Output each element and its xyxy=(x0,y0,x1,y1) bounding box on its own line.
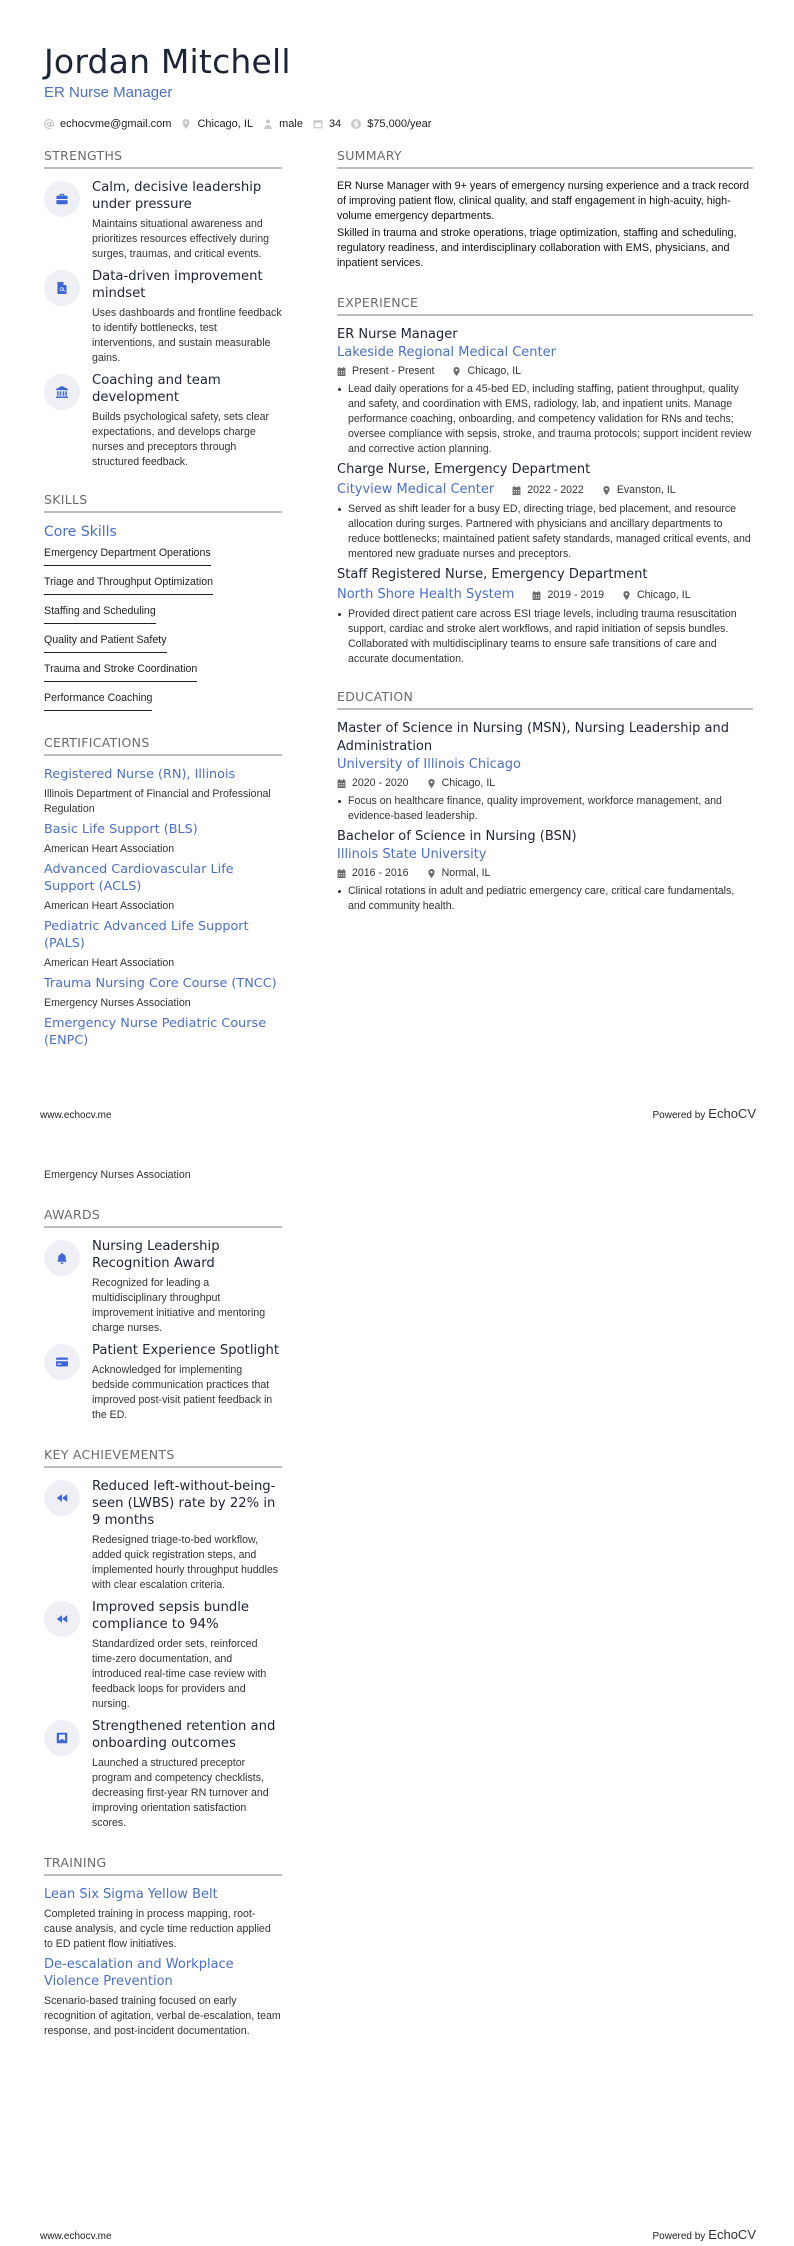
education-dates: 2016 - 2016 xyxy=(352,867,409,879)
job-dates: 2019 - 2019 xyxy=(547,588,604,601)
email-text: echocvme@gmail.com xyxy=(60,118,172,130)
section-title: SUMMARY xyxy=(337,148,753,169)
education-location: Normal, IL xyxy=(441,867,491,879)
strength-title: Coaching and team development xyxy=(92,373,221,405)
gender-text: male xyxy=(279,118,303,130)
resume-header xyxy=(44,42,764,130)
map-pin-icon xyxy=(622,591,631,600)
certifications-section xyxy=(44,735,282,1049)
job-dates: Present - Present xyxy=(352,365,435,377)
cert-name: Registered Nurse (RN), Illinois xyxy=(44,767,236,782)
footer-website[interactable]: www.echocv.me xyxy=(40,1110,112,1121)
education-section xyxy=(337,689,753,914)
job-meta xyxy=(512,483,693,498)
strength-item xyxy=(44,268,282,366)
strengths-section xyxy=(44,148,282,470)
award-item xyxy=(44,1342,282,1423)
school: Illinois State University xyxy=(337,847,487,862)
left-column xyxy=(44,148,282,1049)
footer-powered: Powered by EchoCV xyxy=(652,2227,756,2242)
skill-tag: Triage and Throughput Optimization xyxy=(44,575,213,595)
achievement-title: Strengthened retention and onboarding outcomes xyxy=(92,1719,276,1751)
job-dates: 2022 - 2022 xyxy=(527,483,584,496)
training-section xyxy=(44,1855,282,2039)
page-footer xyxy=(40,1106,756,1121)
achievement-item xyxy=(44,1718,282,1831)
skill-tag: Emergency Department Operations xyxy=(44,546,211,566)
training-desc: Completed training in process mapping, root-cause analysis, and cycle time reduction applied to ED patient flow initiatives. xyxy=(44,1908,271,1950)
education-meta xyxy=(337,866,753,881)
education-dates: 2020 - 2020 xyxy=(352,777,409,789)
job-role: Charge Nurse, Emergency Department xyxy=(337,462,591,477)
calendar-icon xyxy=(532,591,541,600)
job-role: Staff Registered Nurse, Emergency Department xyxy=(337,567,648,582)
training-name: De-escalation and Workplace Violence Prevention xyxy=(44,1957,234,1989)
bookmark-icon xyxy=(44,1720,80,1756)
experience-item xyxy=(337,326,753,457)
awards-section xyxy=(44,1207,282,1423)
training-name: Lean Six Sigma Yellow Belt xyxy=(44,1887,218,1902)
award-item xyxy=(44,1238,282,1336)
strength-desc: Uses dashboards and frontline feedback to identify bottlenecks, test interventions, and sustain measurable gains. xyxy=(92,307,282,364)
cert-issuer: Emergency Nurses Association xyxy=(44,1169,191,1181)
cert-issuer: American Heart Association xyxy=(44,900,175,912)
degree: Bachelor of Science in Nursing (BSN) xyxy=(337,829,577,844)
job-bullet: Provided direct patient care across ESI triage levels, including trauma resuscitation support, cardiac and stroke alert workflows, and rapid initiation of sepsis bundles. Collaborated with multidisciplinary teams to ensure safe transitions of care and accurate documentation. xyxy=(337,607,753,667)
skills-section xyxy=(44,492,282,717)
brand-logo: EchoCV xyxy=(708,2227,756,2242)
brand-logo: EchoCV xyxy=(708,1106,756,1121)
contact-age xyxy=(313,118,341,130)
map-pin-icon xyxy=(181,119,191,129)
calendar-icon xyxy=(512,486,521,495)
cert-issuer: American Heart Association xyxy=(44,843,175,855)
candidate-title: ER Nurse Manager xyxy=(44,84,173,101)
cert-name: Emergency Nurse Pediatric Course (ENPC) xyxy=(44,1016,267,1048)
resume-page-2 xyxy=(0,1123,794,2246)
cert-issuer: Emergency Nurses Association xyxy=(44,997,191,1009)
award-desc: Recognized for leading a multidisciplinary throughput improvement initiative and mentoring charge nurses. xyxy=(92,1277,266,1334)
age-text: 34 xyxy=(328,118,342,130)
experience-section xyxy=(337,295,753,667)
briefcase-icon xyxy=(44,181,80,217)
map-pin-icon xyxy=(602,486,611,495)
cert-name: Basic Life Support (BLS) xyxy=(44,822,198,837)
section-title: EDUCATION xyxy=(337,689,753,710)
calendar-icon xyxy=(337,779,346,788)
job-bullet: Served as shift leader for a busy ED, directing triage, bed placement, and resource allocation during surges. Partnered with physicians and ancillary departments to reduce bottlenecks; maintained patient safety standards, managed critical events, and mentored new graduate nurses and preceptors. xyxy=(337,502,753,562)
contact-location xyxy=(181,118,253,130)
education-location: Chicago, IL xyxy=(441,777,496,789)
contact-salary xyxy=(351,118,431,130)
achievements-section xyxy=(44,1447,282,1831)
bell-icon xyxy=(44,1240,80,1276)
cert-issuer: Illinois Department of Financial and Professional Regulation xyxy=(44,788,271,815)
section-title: STRENGTHS xyxy=(44,148,282,169)
education-meta xyxy=(337,776,753,791)
credit-card-icon xyxy=(44,1344,80,1380)
strength-item xyxy=(44,179,282,262)
job-employer: Cityview Medical Center xyxy=(337,482,495,497)
contact-row xyxy=(44,118,764,130)
calendar-icon xyxy=(313,119,323,129)
award-desc: Acknowledged for implementing bedside communication practices that improved post-visit patient feedback in the ED. xyxy=(92,1364,273,1421)
salary-text: $75,000/year xyxy=(367,118,432,130)
calendar-icon xyxy=(337,869,346,878)
strength-title: Data-driven improvement mindset xyxy=(92,269,263,301)
job-role: ER Nurse Manager xyxy=(337,327,458,342)
cert-name: Trauma Nursing Core Course (TNCC) xyxy=(44,976,277,991)
section-title: TRAINING xyxy=(44,1855,282,1876)
map-pin-icon xyxy=(427,779,436,788)
job-bullet: Lead daily operations for a 45-bed ED, including staffing, patient throughput, quality and safety, and coordination with EMS, radiology, lab, and inpatient units. Manage performance coaching, onboarding, and competency validation for RNs and techs; oversee compliance with sepsis, stroke, and trauma protocols; support incident review and corrective action planning. xyxy=(337,382,753,457)
cert-issuer: American Heart Association xyxy=(44,957,175,969)
institution-icon xyxy=(44,374,80,410)
job-location: Chicago, IL xyxy=(467,365,522,377)
contact-gender xyxy=(263,118,303,130)
experience-item xyxy=(337,461,753,562)
file-search-icon xyxy=(44,270,80,306)
section-title: KEY ACHIEVEMENTS xyxy=(44,1447,282,1468)
achievement-desc: Launched a structured preceptor program and competency checklists, decreasing first-year RN turnover and improving orientation satisfaction scores. xyxy=(92,1757,269,1829)
school: University of Illinois Chicago xyxy=(337,757,521,772)
award-title: Nursing Leadership Recognition Award xyxy=(92,1239,220,1271)
rewind-icon xyxy=(44,1601,80,1637)
job-meta xyxy=(337,364,753,379)
section-title: AWARDS xyxy=(44,1207,282,1228)
rewind-icon xyxy=(44,1480,80,1516)
cert-name: Advanced Cardiovascular Life Support (ACLS) xyxy=(44,862,234,894)
candidate-name: Jordan Mitchell xyxy=(44,42,291,81)
footer-powered: Powered by EchoCV xyxy=(652,1106,756,1121)
job-meta xyxy=(532,588,708,603)
job-employer: North Shore Health System xyxy=(337,587,515,602)
right-column xyxy=(337,148,753,918)
education-item xyxy=(337,828,753,914)
calendar-icon xyxy=(337,367,346,376)
achievement-title: Reduced left-without-being-seen (LWBS) rate by 22% in 9 months xyxy=(92,1479,276,1528)
section-title: EXPERIENCE xyxy=(337,295,753,316)
strength-desc: Builds psychological safety, sets clear expectations, and develops charge nurses and preceptors through structured feedback. xyxy=(92,411,270,468)
map-pin-icon xyxy=(427,869,436,878)
summary-paragraph: ER Nurse Manager with 9+ years of emergency nursing experience and a track record of improving patient flow, clinical quality, and staff engagement in high-acuity, high-volume emergency departments. xyxy=(337,180,749,222)
job-location: Chicago, IL xyxy=(637,588,691,601)
person-icon xyxy=(263,119,273,129)
job-location: Evanston, IL xyxy=(616,483,676,496)
section-title: SKILLS xyxy=(44,492,282,513)
job-employer: Lakeside Regional Medical Center xyxy=(337,345,556,360)
skill-tag: Staffing and Scheduling xyxy=(44,604,156,624)
cert-name: Pediatric Advanced Life Support (PALS) xyxy=(44,919,249,951)
strength-desc: Maintains situational awareness and prioritizes resources effectively during surges, traumas, and critical events. xyxy=(92,218,270,260)
achievement-desc: Redesigned triage-to-bed workflow, added quick registration steps, and implemented hourly throughput huddles with clear escalation criteria. xyxy=(92,1534,279,1591)
achievement-title: Improved sepsis bundle compliance to 94% xyxy=(92,1600,249,1632)
location-text: Chicago, IL xyxy=(197,118,254,130)
strength-item xyxy=(44,372,282,470)
coin-icon xyxy=(351,119,361,129)
summary-section xyxy=(337,148,753,271)
award-title: Patient Experience Spotlight xyxy=(92,1343,280,1358)
at-sign-icon xyxy=(44,119,54,129)
skill-tag: Performance Coaching xyxy=(44,691,152,711)
achievement-desc: Standardized order sets, reinforced time-zero documentation, and introduced real-time case review with feedback loops for providers and nursing. xyxy=(92,1638,267,1710)
strength-title: Calm, decisive leadership under pressure xyxy=(92,180,262,212)
summary-paragraph: Skilled in trauma and stroke operations, triage optimization, staffing and scheduling, regulatory readiness, and interdisciplinary collaboration with EMS, physicians, and inpatient services. xyxy=(337,227,737,269)
training-desc: Scenario-based training focused on early recognition of agitation, verbal de-escalation, team response, and post-incident documentation. xyxy=(44,1995,281,2037)
skills-group-title: Core Skills xyxy=(44,524,117,540)
achievement-item xyxy=(44,1478,282,1593)
experience-item xyxy=(337,566,753,667)
education-item xyxy=(337,720,753,824)
footer-website[interactable]: www.echocv.me xyxy=(40,2231,112,2242)
left-column xyxy=(44,1168,282,2041)
achievement-item xyxy=(44,1599,282,1712)
page-footer xyxy=(40,2227,756,2242)
section-title: CERTIFICATIONS xyxy=(44,735,282,756)
degree: Master of Science in Nursing (MSN), Nursing Leadership and Administration xyxy=(337,721,729,754)
skill-tag: Trauma and Stroke Coordination xyxy=(44,662,197,682)
education-bullet: Clinical rotations in adult and pediatric emergency care, critical care fundamentals, and community health. xyxy=(337,884,753,914)
contact-email xyxy=(44,118,171,130)
map-pin-icon xyxy=(452,367,461,376)
skill-tag: Quality and Patient Safety xyxy=(44,633,167,653)
education-bullet: Focus on healthcare finance, quality improvement, workforce management, and evidence-based leadership. xyxy=(337,794,753,824)
